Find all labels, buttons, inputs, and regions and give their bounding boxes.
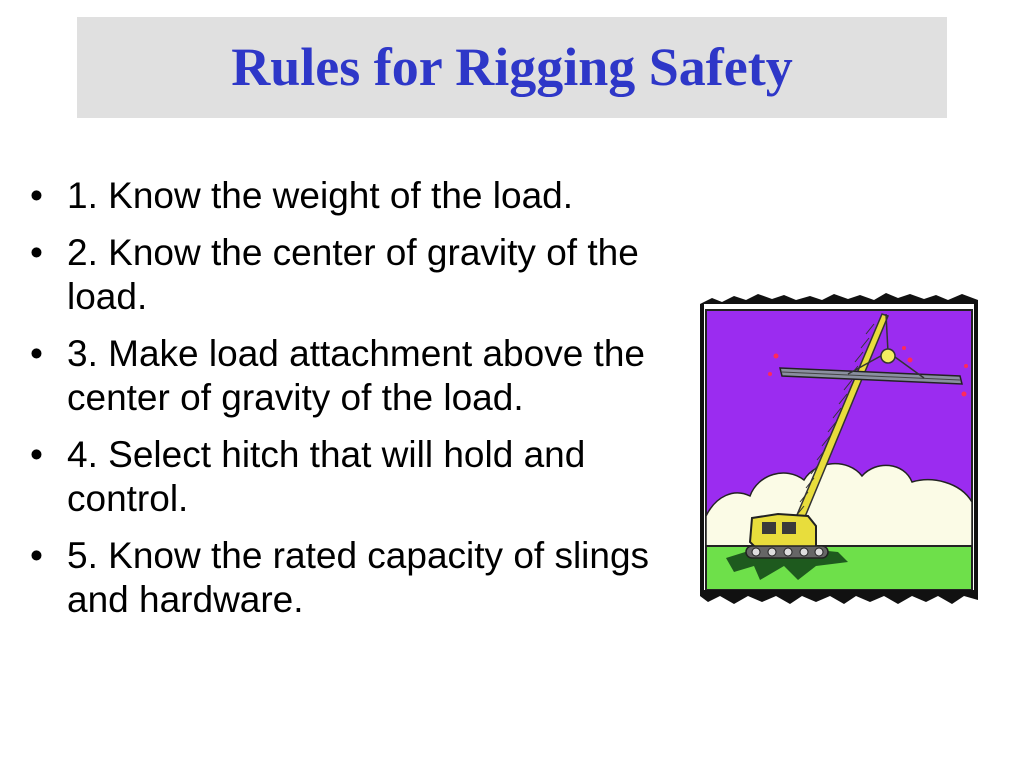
torn-edge-bottom <box>700 590 978 604</box>
bullet-item-1 <box>30 174 707 218</box>
bullet-item-4 <box>30 433 647 521</box>
bullet-text-1: 1. Know the weight of the load. <box>67 175 574 216</box>
bullet-text-5: 5. Know the rated capacity of slings and hardware. <box>67 535 650 620</box>
bullet-item-2 <box>30 231 707 319</box>
bullet-marker: • <box>30 434 43 475</box>
bullet-marker: • <box>30 333 43 374</box>
bullet-list <box>30 174 700 635</box>
bullet-marker: • <box>30 175 43 216</box>
bullet-item-5 <box>30 534 667 622</box>
bullet-item-3 <box>30 332 667 420</box>
bullet-marker: • <box>30 535 43 576</box>
bullet-text-4: 4. Select hitch that will hold and control. <box>67 434 586 519</box>
crane-lifting-beam-icon <box>698 290 980 608</box>
title-band <box>77 17 947 118</box>
bullet-text-3: 3. Make load attachment above the center of gravity of the load. <box>67 333 645 418</box>
slide-title: Rules for Rigging Safety <box>231 36 793 97</box>
bullet-text-2: 2. Know the center of gravity of the load. <box>67 232 639 317</box>
hook-block <box>881 349 895 363</box>
bullet-marker: • <box>30 232 43 273</box>
